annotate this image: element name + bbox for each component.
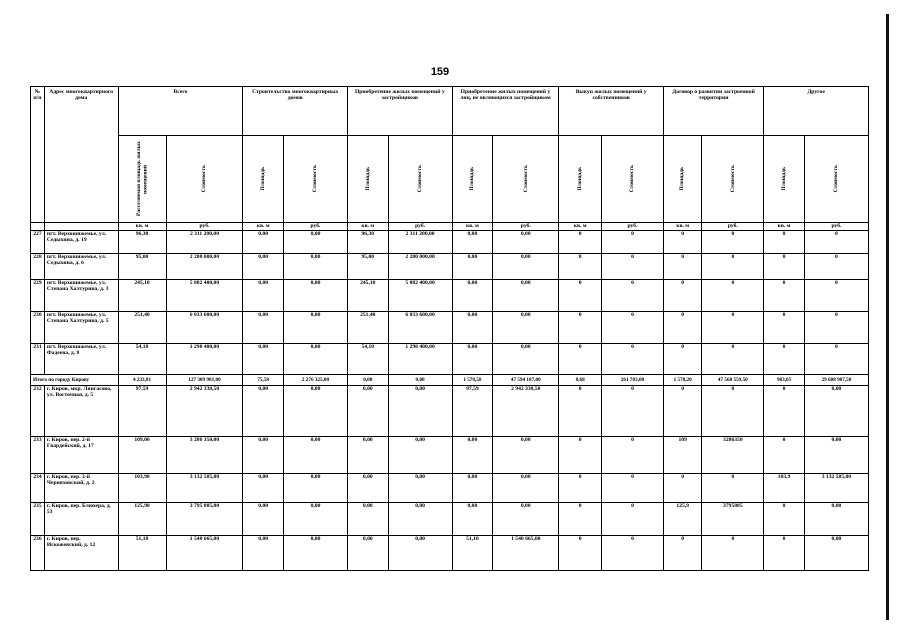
- unit-cost: руб.: [804, 223, 868, 231]
- row-value: 0,00: [243, 231, 284, 254]
- row-value: 0,00: [243, 312, 284, 344]
- row-value: 1 298 400,00: [388, 344, 452, 375]
- table-row: [31, 536, 869, 571]
- row-value: 1 298 400,00: [166, 344, 243, 375]
- row-value: 109,00: [118, 437, 166, 474]
- row-value: 0: [602, 280, 664, 312]
- row-value: 2 942 338,50: [166, 386, 243, 437]
- row-value: 0,00: [388, 437, 452, 474]
- row-value: 251,40: [118, 312, 166, 344]
- sub-header-area: Площадь: [559, 136, 602, 223]
- row-value: 0,00: [452, 503, 493, 536]
- row-value: 0,00: [348, 437, 389, 474]
- row-value: 0: [764, 344, 805, 375]
- row-value: 0,00: [243, 386, 284, 437]
- total-value: 29 608 907,50: [804, 375, 868, 386]
- row-value: 0: [663, 231, 701, 254]
- row-value: 0: [702, 536, 764, 571]
- group-header-other: Другое: [764, 87, 869, 136]
- row-address: пгт. Верхошижемье, ул. Фадеева, д. 8: [44, 344, 118, 375]
- row-value: 0: [559, 280, 602, 312]
- total-value: 47 594 187,00: [493, 375, 559, 386]
- row-value: 0,00: [388, 536, 452, 571]
- row-value: 0: [663, 386, 701, 437]
- unit-area: кв. м: [243, 223, 284, 231]
- row-value: 0: [764, 254, 805, 280]
- row-value: 0: [602, 536, 664, 571]
- sub-header-resettled-area: Расселяемая площадь жилых помещений: [118, 136, 166, 223]
- row-value: 0: [702, 312, 764, 344]
- row-value: 2 311 200,00: [166, 231, 243, 254]
- row-value: 0,00: [283, 474, 347, 503]
- row-value: 2 280 000,00: [166, 254, 243, 280]
- row-value: 0: [702, 344, 764, 375]
- row-value: 0,00: [348, 386, 389, 437]
- row-value: 245,10: [348, 280, 389, 312]
- col-number-header: № п/п: [31, 87, 45, 223]
- row-value: 0,00: [243, 503, 284, 536]
- row-value: 0: [559, 503, 602, 536]
- row-value: 6 033 600,00: [166, 312, 243, 344]
- group-header-development-contract: Договор о развитии застроенной территории: [663, 87, 763, 136]
- table-row: [31, 503, 869, 536]
- row-value: 0: [764, 386, 805, 437]
- row-number: 233: [31, 437, 45, 474]
- row-number: 232: [31, 386, 45, 437]
- row-value: 1 540 665,00: [493, 536, 559, 571]
- row-value: 0: [602, 344, 664, 375]
- table-row: [31, 231, 869, 254]
- total-value: 2 276 325,00: [283, 375, 347, 386]
- row-value: 0,00: [388, 503, 452, 536]
- row-value: 0: [702, 280, 764, 312]
- total-value: 261 703,00: [602, 375, 664, 386]
- row-value: 0,00: [493, 312, 559, 344]
- row-value: 125,9: [663, 503, 701, 536]
- sub-header-area: Площадь: [764, 136, 805, 223]
- row-number: 236: [31, 536, 45, 571]
- sub-header-area: Площадь: [243, 136, 284, 223]
- total-value: 1 578,58: [452, 375, 493, 386]
- unit-cost: руб.: [283, 223, 347, 231]
- table-row: [31, 312, 869, 344]
- total-value: 75,58: [243, 375, 284, 386]
- table-row: [31, 344, 869, 375]
- row-value: 54,10: [348, 344, 389, 375]
- row-value: 0: [663, 536, 701, 571]
- row-value: 2 942 338,50: [493, 386, 559, 437]
- row-value: 3 286 350,00: [166, 437, 243, 474]
- group-header-purchase-developers: Приобретение жилых помещений у застройщиков: [348, 87, 453, 136]
- total-row: [31, 375, 869, 386]
- row-address: г. Киров, пер. 2-й Гвардейский, д. 17: [44, 437, 118, 474]
- sub-header-area: Площадь: [663, 136, 701, 223]
- row-address: пгт. Верхошижемье, ул. Седыхина, д. 19: [44, 231, 118, 254]
- row-value: 95,00: [118, 254, 166, 280]
- row-value: 0,00: [804, 437, 868, 474]
- unit-area: кв. м: [348, 223, 389, 231]
- row-value: 96,30: [348, 231, 389, 254]
- row-value: 125,90: [118, 503, 166, 536]
- sub-header-area: Площадь: [348, 136, 389, 223]
- row-value: 0: [804, 344, 868, 375]
- row-value: 6 033 600,00: [388, 312, 452, 344]
- row-value: 0: [764, 503, 805, 536]
- row-value: 0,00: [452, 437, 493, 474]
- row-address: пгт. Верхошижемье, ул. Степана Халтурина, д. 5: [44, 312, 118, 344]
- row-value: 0,00: [283, 312, 347, 344]
- row-value: 2 280 000,00: [388, 254, 452, 280]
- sub-header-cost: Стоимость: [804, 136, 868, 223]
- row-value: 0: [602, 254, 664, 280]
- row-value: 0: [602, 437, 664, 474]
- row-value: 0: [663, 344, 701, 375]
- unit-area: кв. м: [559, 223, 602, 231]
- row-value: 0,00: [243, 280, 284, 312]
- row-value: 0,00: [493, 344, 559, 375]
- unit-area: кв. м: [118, 223, 166, 231]
- row-value: 0: [602, 386, 664, 437]
- sub-header-cost: Стоимость: [493, 136, 559, 223]
- table-row: [31, 437, 869, 474]
- unit-cost: руб.: [602, 223, 664, 231]
- unit-area: кв. м: [663, 223, 701, 231]
- row-value: 0,00: [493, 254, 559, 280]
- row-value: 51,10: [118, 536, 166, 571]
- row-value: 0,00: [493, 280, 559, 312]
- total-value: 1 578,20: [663, 375, 701, 386]
- row-number: 229: [31, 280, 45, 312]
- group-header-purchase-non-developers: Приобретение жилых помещений у лиц, не являющихся застройщиком: [452, 87, 559, 136]
- row-number: 231: [31, 344, 45, 375]
- row-value: 0,00: [243, 344, 284, 375]
- total-value: 983,05: [764, 375, 805, 386]
- row-value: 95,00: [348, 254, 389, 280]
- row-value: 0: [663, 254, 701, 280]
- row-value: 0: [559, 474, 602, 503]
- sub-header-cost: Стоимость: [166, 136, 243, 223]
- row-number: 230: [31, 312, 45, 344]
- row-value: 5 882 400,00: [166, 280, 243, 312]
- row-value: 0: [764, 437, 805, 474]
- row-value: 97,59: [452, 386, 493, 437]
- row-value: 3286350: [702, 437, 764, 474]
- row-value: 0,00: [804, 386, 868, 437]
- row-value: 96,30: [118, 231, 166, 254]
- row-value: 0,00: [243, 536, 284, 571]
- table-row: [31, 254, 869, 280]
- row-value: 245,10: [118, 280, 166, 312]
- row-value: 0,00: [804, 503, 868, 536]
- row-address: г. Киров, пер. Искожевский, д. 12: [44, 536, 118, 571]
- row-value: 0,00: [283, 254, 347, 280]
- row-value: 0: [702, 254, 764, 280]
- row-value: 3795885: [702, 503, 764, 536]
- row-value: 251,40: [348, 312, 389, 344]
- unit-cost: руб.: [388, 223, 452, 231]
- col-address-header: Адрес многоквартирного дома: [44, 87, 118, 223]
- table-row: [31, 280, 869, 312]
- row-value: 0,00: [283, 231, 347, 254]
- row-value: 2 311 200,00: [388, 231, 452, 254]
- total-value: 4 233,81: [118, 375, 166, 386]
- row-value: 0,00: [452, 254, 493, 280]
- row-value: 0,00: [452, 344, 493, 375]
- row-address: г. Киров, пер. 2-й Черняховский, д. 2: [44, 474, 118, 503]
- row-value: 0: [804, 280, 868, 312]
- row-value: 0,00: [452, 280, 493, 312]
- row-value: 0: [702, 231, 764, 254]
- row-value: 0: [663, 280, 701, 312]
- row-value: 1 540 665,00: [166, 536, 243, 571]
- sub-header-cost: Стоимость: [702, 136, 764, 223]
- row-value: 109: [663, 437, 701, 474]
- row-value: 0: [764, 280, 805, 312]
- group-header-buyout: Выкуп жилых помещений у собственников: [559, 87, 664, 136]
- row-value: 0,00: [348, 536, 389, 571]
- group-header-construction: Строительство многоквартирных домов: [243, 87, 348, 136]
- row-value: 0: [559, 536, 602, 571]
- row-address: пгт. Верхошижемье, ул. Степана Халтурина, д. 3: [44, 280, 118, 312]
- row-value: 51,10: [452, 536, 493, 571]
- row-value: 0: [702, 474, 764, 503]
- sub-header-cost: Стоимость: [388, 136, 452, 223]
- unit-cost: руб.: [166, 223, 243, 231]
- row-value: 0,00: [283, 280, 347, 312]
- row-value: 0: [804, 312, 868, 344]
- row-value: 0,00: [243, 437, 284, 474]
- total-section: [31, 375, 869, 386]
- resettlement-table: [30, 86, 869, 571]
- row-value: 0,00: [283, 536, 347, 571]
- row-value: 0,00: [283, 437, 347, 474]
- rows-upper: [31, 231, 869, 375]
- row-value: 0: [559, 386, 602, 437]
- page-number: 159: [430, 66, 450, 78]
- row-value: 0,00: [243, 254, 284, 280]
- row-value: 0: [764, 536, 805, 571]
- row-value: 0: [602, 231, 664, 254]
- row-number: 235: [31, 503, 45, 536]
- total-value: 8,68: [559, 375, 602, 386]
- row-address: г. Киров, мкр. Лянгасово, ул. Восточная, д. 5: [44, 386, 118, 437]
- row-value: 0: [764, 312, 805, 344]
- total-value: 0,00: [388, 375, 452, 386]
- row-value: 0: [663, 312, 701, 344]
- row-address: г. Киров, пер. Блюхера, д. 53: [44, 503, 118, 536]
- unit-area: кв. м: [764, 223, 805, 231]
- row-value: 0,00: [388, 386, 452, 437]
- row-value: 0,00: [493, 437, 559, 474]
- row-value: 0,00: [283, 386, 347, 437]
- row-value: 0: [602, 503, 664, 536]
- row-value: 0,00: [283, 503, 347, 536]
- row-value: 3 132 585,00: [166, 474, 243, 503]
- row-value: 0: [663, 474, 701, 503]
- row-value: 0,00: [243, 474, 284, 503]
- row-value: 0: [764, 231, 805, 254]
- row-value: 0: [559, 344, 602, 375]
- row-value: 0,00: [348, 503, 389, 536]
- sub-header-area: Площадь: [452, 136, 493, 223]
- row-address: пгт. Верхошижемье, ул. Седыхина, д. 6: [44, 254, 118, 280]
- total-value: 0,00: [348, 375, 389, 386]
- row-value: 0,00: [452, 312, 493, 344]
- unit-area: кв. м: [452, 223, 493, 231]
- row-value: 0: [602, 474, 664, 503]
- row-value: 103,9: [764, 474, 805, 503]
- row-value: 103,90: [118, 474, 166, 503]
- row-value: 97,59: [118, 386, 166, 437]
- row-value: 0,00: [493, 503, 559, 536]
- unit-cost: руб.: [702, 223, 764, 231]
- sub-header-cost: Стоимость: [602, 136, 664, 223]
- row-number: 227: [31, 231, 45, 254]
- row-value: 0: [559, 437, 602, 474]
- row-value: 0: [702, 386, 764, 437]
- rows-lower: [31, 386, 869, 571]
- row-value: 0,00: [388, 474, 452, 503]
- row-value: 0,00: [493, 474, 559, 503]
- row-value: 0,00: [452, 231, 493, 254]
- row-value: 3 132 585,00: [804, 474, 868, 503]
- row-value: 0,00: [452, 474, 493, 503]
- row-value: 5 882 400,00: [388, 280, 452, 312]
- row-value: 0: [602, 312, 664, 344]
- row-value: 0: [559, 231, 602, 254]
- group-header-total: Всего: [118, 87, 243, 136]
- row-value: 0: [804, 254, 868, 280]
- scan-edge-bar: [886, 14, 889, 620]
- total-label: Итого по городу Кирову: [31, 375, 119, 386]
- row-value: 0: [559, 254, 602, 280]
- total-value: 47 568 559,50: [702, 375, 764, 386]
- row-value: 3 795 885,00: [166, 503, 243, 536]
- row-value: 54,10: [118, 344, 166, 375]
- table-row: [31, 474, 869, 503]
- total-value: 127 309 981,00: [166, 375, 243, 386]
- row-value: 0,00: [804, 536, 868, 571]
- row-number: 234: [31, 474, 45, 503]
- row-value: 0: [559, 312, 602, 344]
- sub-header-cost: Стоимость: [283, 136, 347, 223]
- row-value: 0: [804, 231, 868, 254]
- row-value: 0,00: [283, 344, 347, 375]
- unit-cost: руб.: [493, 223, 559, 231]
- table-row: [31, 386, 869, 437]
- row-value: 0,00: [348, 474, 389, 503]
- row-value: 0,00: [493, 231, 559, 254]
- row-number: 228: [31, 254, 45, 280]
